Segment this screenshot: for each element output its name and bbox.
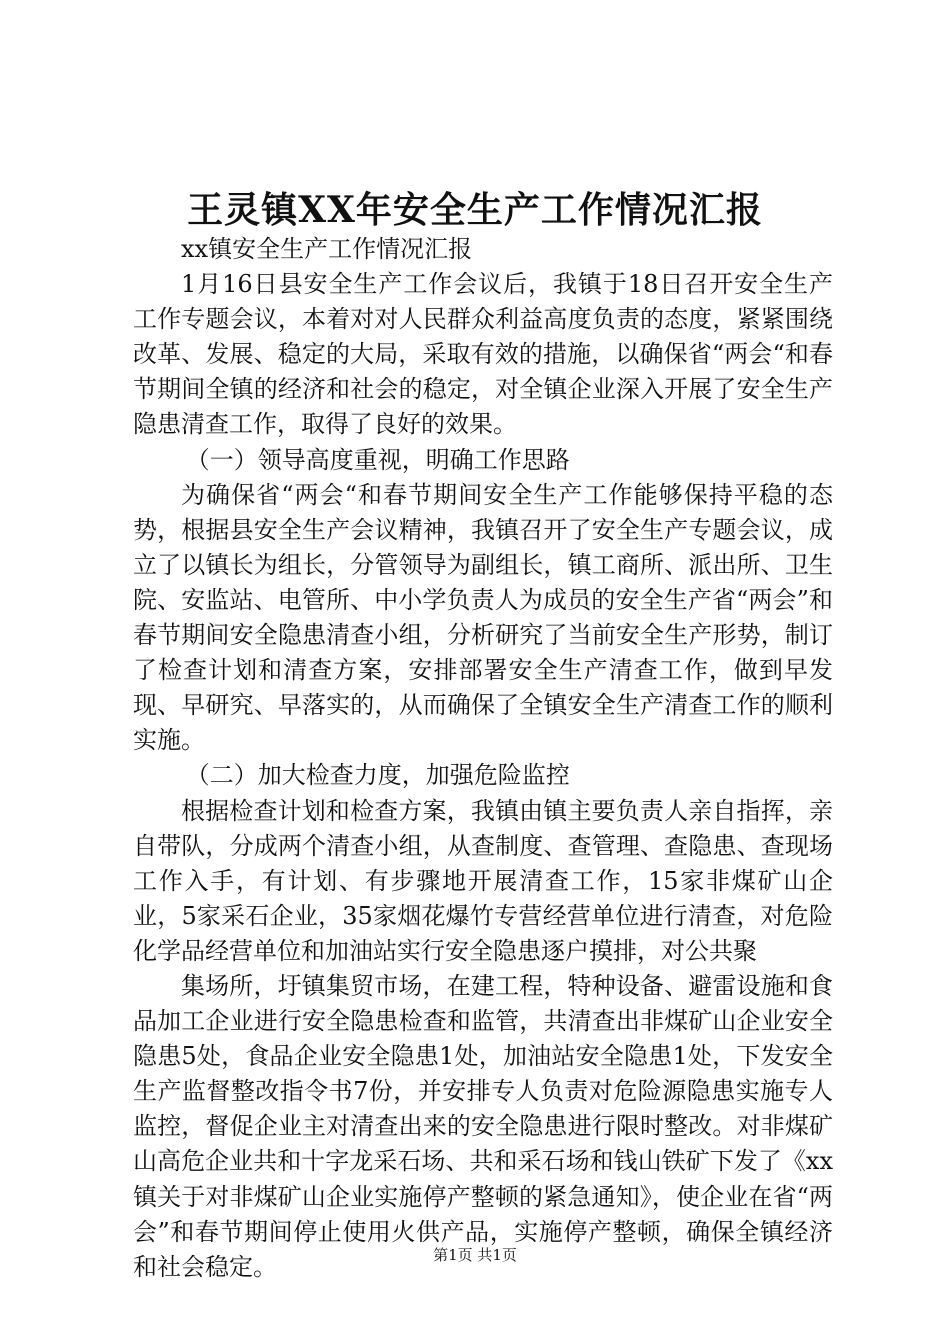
page-footer: 第1页 共1页	[433, 1246, 517, 1264]
section-heading-2: （二）加大检查力度，加强危险监控	[185, 761, 570, 790]
document-title: 王灵镇XX年安全生产工作情况汇报	[187, 189, 763, 231]
paragraph-section-2b: 集场所，圩镇集贸市场，在建工程，特种设备、避雷设施和食品加工企业进行安全隐患检查和监管，共清查出非煤矿山企业安全隐患5处，食品企业安全隐患1处，加油站安全隐患1处，下发安全生产监督整改指令书7份，并安排专人负责对危险源隐患实施专人监控，督促企业主对清查出来的安全隐患进行限时整改。对非煤矿山高危企业共和十字龙采石场、共和采石场和钱山铁矿下发了《xx镇关于对非煤矿山企业实施停产整顿的紧急通知》，使企业在省“两会”和春节期间停止使用火供产品，实施停产整顿，确保全镇经济和社会稳定。	[133, 971, 833, 1281]
document-body	[133, 232, 833, 1285]
paragraph-section-2a: 根据检查计划和检查方案，我镇由镇主要负责人亲自指挥，亲自带队，分成两个清查小组，从查制度、查管理、查隐患、查现场工作入手，有计划、有步骤地开展清查工作，15家非煤矿山企业，5家采石企业，35家烟花爆竹专营经营单位进行清查，对危险化学品经营单位和加油站实行安全隐患逐户摸排，对公共聚	[133, 796, 833, 965]
paragraph-subtitle: xx镇安全生产工作情况汇报	[181, 235, 473, 263]
paragraph-section-1: 为确保省“两会“和春节期间安全生产工作能够保持平稳的态势，根据县安全生产会议精神，我镇召开了安全生产专题会议，成立了以镇长为组长，分管领导为副组长，镇工商所、派出所、卫生院、安监站、电管所、中小学负责人为成员的安全生产省“两会”和春节期间安全隐患清查小组，分析研究了当前安全生产形势，制订了检查计划和清查方案，安排部署安全生产清查工作，做到早发现、早研究、早落实的，从而确保了全镇安全生产清查工作的顺利实施。	[133, 480, 833, 755]
section-heading-1: （一）领导高度重视，明确工作思路	[185, 445, 570, 474]
paragraph-intro: 1月16日县安全生产工作会议后，我镇于18日召开安全生产工作专题会议，本着对对人民群众利益高度负责的态度，紧紧围绕改革、发展、稳定的大局，采取有效的措施，以确保省“两会“和春节期间全镇的经济和社会的稳定，对全镇企业深入开展了安全生产隐患清查工作，取得了良好的效果。	[133, 270, 833, 439]
